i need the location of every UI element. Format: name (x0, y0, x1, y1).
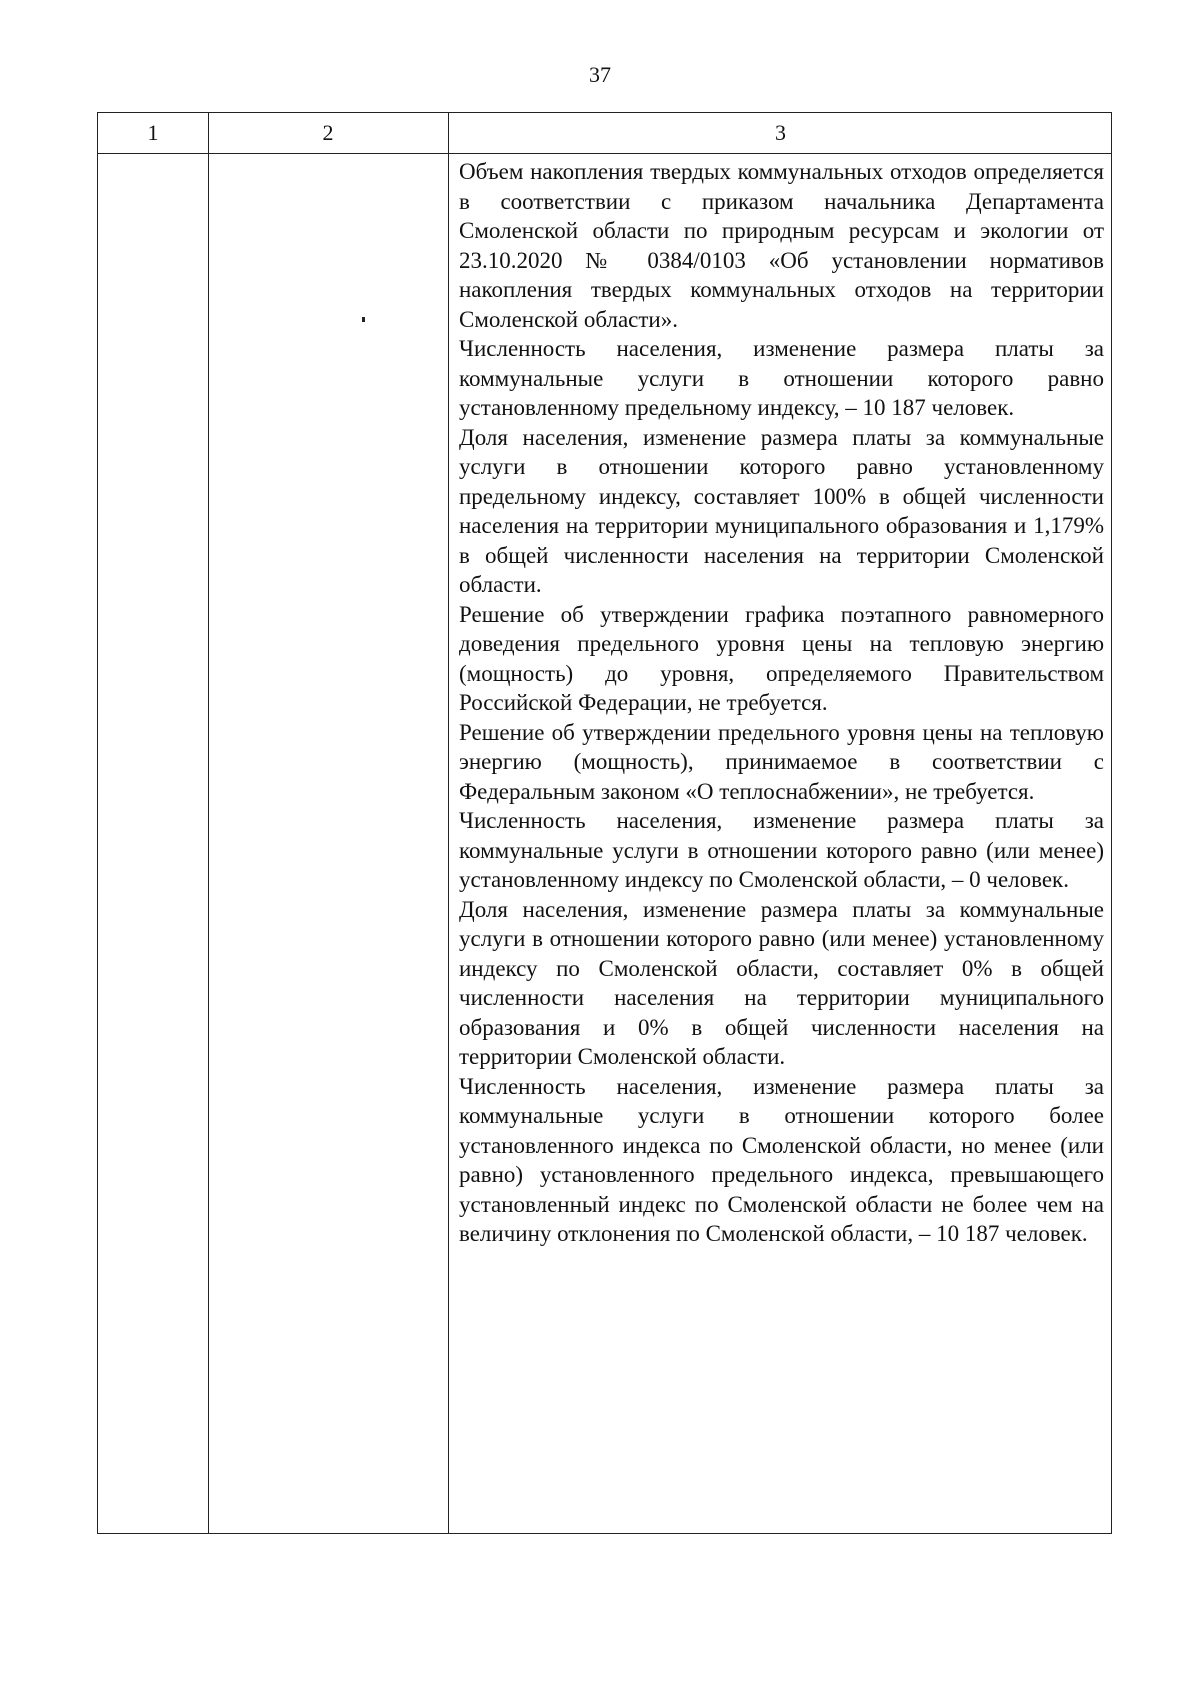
paragraph: Численность населения, изменение размера платы за коммунальные услуги в отношении которого равно (или менее) установленному индексу по Смоленской области, – 0 человек. (459, 808, 1104, 892)
column-header-2: 2 (322, 120, 334, 145)
column-3-content (459, 157, 1104, 1249)
paragraph: Численность населения, изменение размера платы за коммунальные услуги в отношении которого более установленного индекса по Смоленской области, но менее (или равно) установленного предельного индекса, превышающего установленный индекс по Смоленской области не более чем на величину отклонения по Смоленской области, – 10 187 человек. (459, 1073, 1104, 1246)
column-divider-2 (448, 113, 449, 1533)
document-table (97, 112, 1112, 1534)
header-divider (98, 153, 1111, 154)
stray-mark (362, 317, 365, 322)
paragraph: Доля населения, изменение размера платы за коммунальные услуги в отношении которого равно (или менее) установленному индексу по Смоленской области, составляет 0% в общей численности населения на территории муниципального образования и 0% в общей численности населения на территории Смоленской области. (459, 896, 1104, 1069)
column-header-3: 3 (775, 120, 786, 145)
paragraph: Объем накопления твердых коммунальных отходов определяется в соответствии с приказом начальника Департамента Смоленской области по природным ресурсам и экологии от 23.10.2020 № 0384/0103 «Об установлении нормативов накопления твердых коммунальных отходов на территории Смоленской области». (459, 159, 1104, 332)
column-header-1: 1 (147, 120, 159, 145)
page-number: 37 (589, 62, 611, 87)
column-divider-1 (208, 113, 209, 1533)
paragraph: Решение об утверждении предельного уровня цены на тепловую энергию (мощность), принимаемое в соответствии с Федеральным законом «О теплоснабжении», не требуется. (459, 719, 1104, 804)
paragraph: Решение об утверждении графика поэтапного равномерного доведения предельного уровня цены на тепловую энергию (мощность) до уровня, определяемого Правительством Российской Федерации, не требуется. (459, 601, 1104, 715)
paragraph: Доля населения, изменение размера платы за коммунальные услуги в отношении которого равно установленному предельному индексу, составляет 100% в общей численности населения на территории муниципального образования и 1,179% в общей численности населения на территории Смоленской области. (459, 424, 1104, 597)
paragraph: Численность населения, изменение размера платы за коммунальные услуги в отношении которого равно установленному предельному индексу, – 10 187 человек. (459, 336, 1104, 420)
